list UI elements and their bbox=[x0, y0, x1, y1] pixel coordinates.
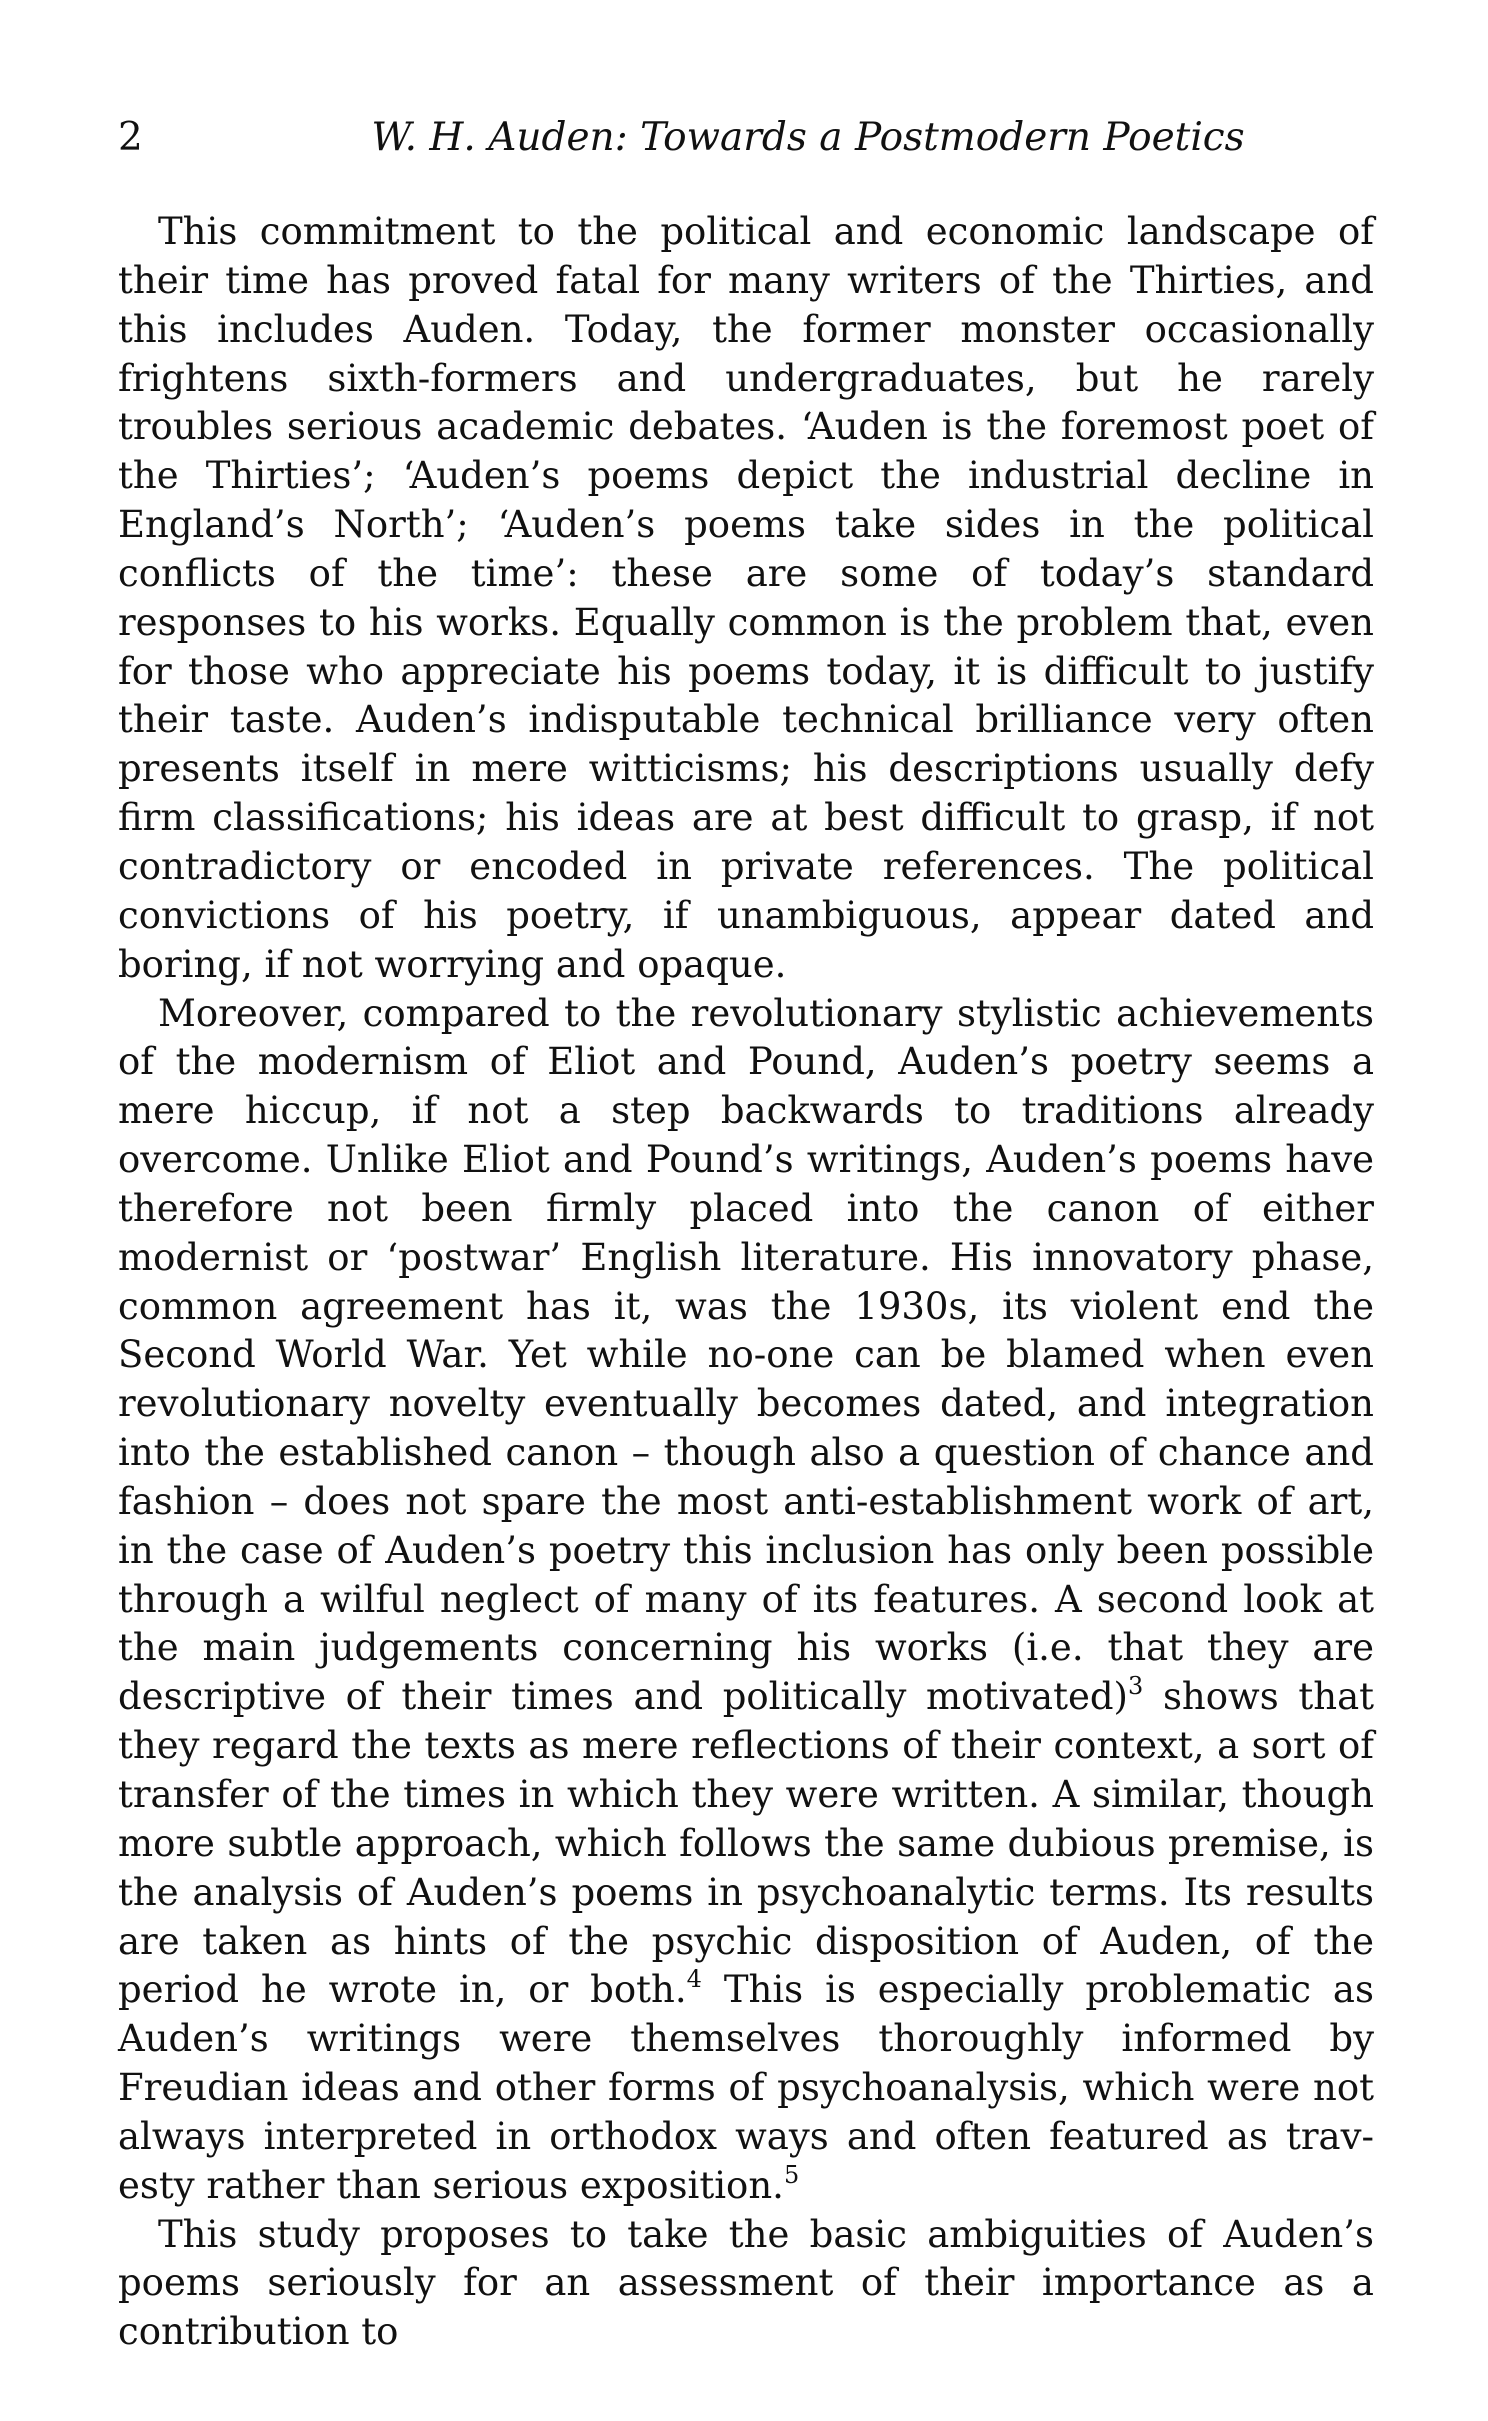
footnote-marker-3: 3 bbox=[1127, 1672, 1144, 1701]
running-title: W. H. Auden: Towards a Postmodern Poetics bbox=[371, 115, 1245, 160]
body-text bbox=[118, 208, 1374, 2357]
paragraph-1 bbox=[118, 208, 1374, 990]
paragraph-2 bbox=[118, 990, 1374, 2211]
paragraph-3-text: This study proposes to take the basic ambiguities of Auden’s poems seriously for an assessment of their importance as a contribution to bbox=[118, 2212, 1374, 2354]
footnote-marker-4: 4 bbox=[686, 1965, 702, 1994]
page-header bbox=[118, 108, 1374, 168]
paragraph-2-text-part-3: This is especially problematic as Auden’s writings were themselves thoroughly informed by Freudian ideas and other forms of psychoanalysis, which were not always interpreted in orthodox ways and often featured as travesty rather than serious exposition. bbox=[118, 1968, 1374, 2207]
paragraph-3 bbox=[118, 2211, 1374, 2358]
paragraph-2-text-part-1: Moreover, compared to the revolutionary stylistic achievements of the modernism of Eliot and Pound, Auden’s poetry seems a mere hiccup, if not a step backwards to traditions already overcome. Unlike Eliot and Pound’s writings, Auden’s poems have therefore not been firmly placed into the canon of either modernist or ‘postwar’ English literature. His innovatory phase, common agreement has it, was the 1930s, its violent end the Second World War. Yet while no-one can be blamed when even revolutionary novelty eventually becomes dated, and integration into the established canon – though also a question of chance and fashion – does not spare the most anti-establishment work of art, in the case of Auden’s poetry this inclusion has only been possible through a wilful neglect of many of its features. A second look at the main judgements concerning his works (i.e. that they are descriptive of their times and politically motivated) bbox=[118, 991, 1374, 1719]
footnote-marker-5: 5 bbox=[783, 2160, 800, 2189]
paragraph-2-text-part-2: shows that they regard the texts as mere reflections of their context, a sort of transfer of the times in which they were written. A similar, though more subtle approach, which follows the same dubious premise, is the analysis of Auden’s poems in psychoanalytic terms. Its results are taken as hints of the psychic disposition of Auden, of the period he wrote in, or both. bbox=[118, 1675, 1374, 2012]
paragraph-1-text: This commitment to the political and economic landscape of their time has proved fatal for many writers of the Thirties, and this includes Auden. Today, the former monster occasionally frightens sixth-formers and undergraduates, but he rarely troubles serious academic debates. ‘Auden is the foremost poet of the Thirties’; ‘Auden’s poems depict the industrial decline in England’s North’; ‘Auden’s poems take sides in the political conflicts of the time’: these are some of today’s standard responses to his works. Equally common is the problem that, even for those who appreciate his poems today, it is difficult to justify their taste. Auden’s indisputable technical brilliance very often presents itself in mere witticisms; his descriptions usually defy firm classifications; his ideas are at best difficult to grasp, if not contradictory or encoded in private references. The political convictions of his poetry, if unambiguous, appear dated and boring, if not worrying and opaque. bbox=[118, 210, 1374, 986]
page-number: 2 bbox=[118, 115, 143, 160]
